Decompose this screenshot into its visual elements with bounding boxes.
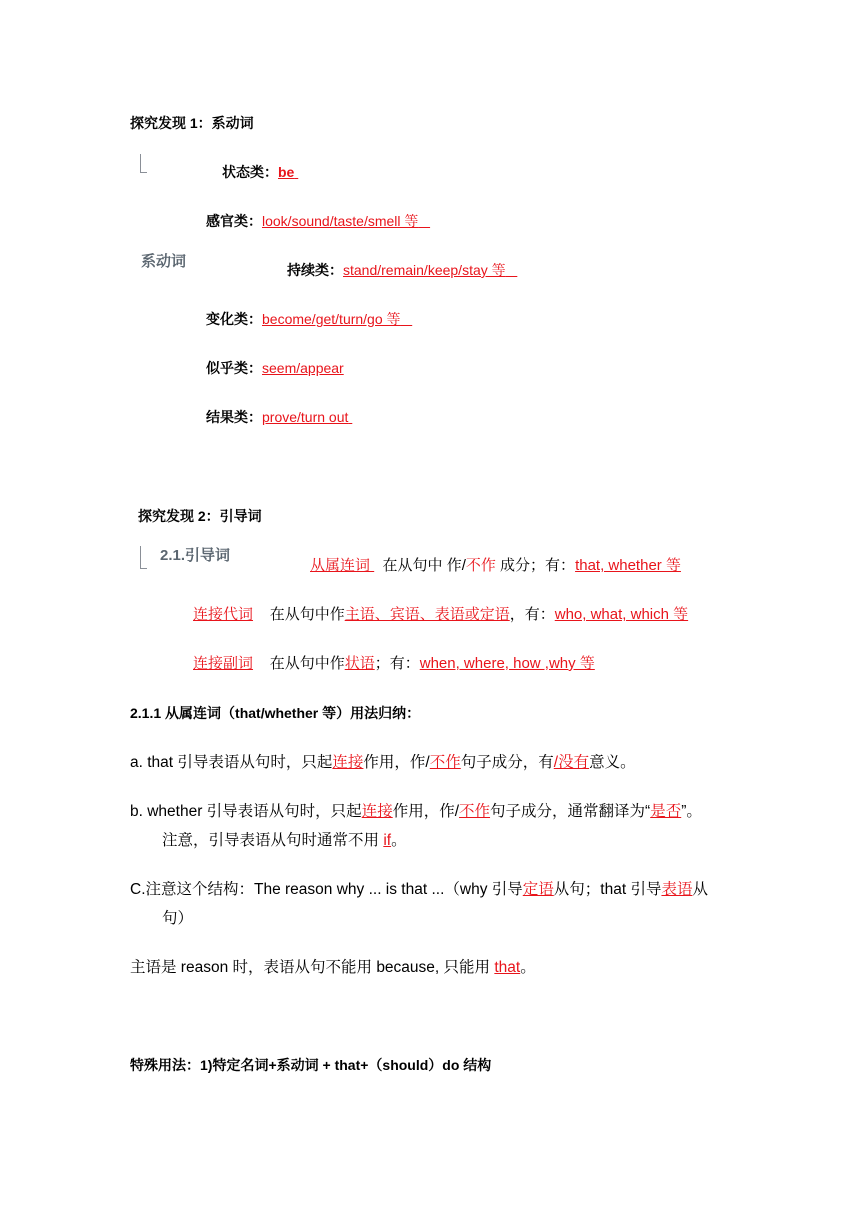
item-label: 状态类：	[222, 164, 278, 180]
item-answer: look/sound/taste/smell 等	[262, 213, 419, 229]
row-blank: 不作	[465, 557, 496, 574]
point-b	[130, 799, 702, 821]
blank: 不作	[459, 803, 491, 820]
blank: /没有	[553, 754, 590, 771]
text: 。	[520, 959, 536, 976]
item-answer: stand/remain/keep/stay 等	[343, 262, 506, 278]
row-conj-adverb	[193, 652, 595, 673]
row-conj-pronoun	[193, 603, 688, 624]
item-sense	[206, 211, 430, 231]
row-text: 在从句中作	[269, 655, 345, 672]
row-examples: who, what, which 等	[554, 606, 689, 623]
row-term: 从属连词	[310, 557, 371, 574]
item-answer: become/get/turn/go 等	[262, 311, 401, 327]
row-term: 连接代词	[193, 606, 254, 623]
diagram-bracket	[140, 546, 147, 569]
blank: 连接	[332, 754, 364, 771]
text: 句子成分，通常翻译为“	[490, 803, 651, 820]
blank: 定语	[522, 881, 554, 898]
item-answer: seem/appear	[262, 360, 344, 376]
section2-heading: 探究发现 2：引导词	[138, 508, 262, 524]
blank: 表语	[661, 881, 693, 898]
point-c	[130, 877, 708, 899]
row-examples: when, where, how ,why 等	[419, 655, 595, 672]
diagram-bracket	[140, 154, 147, 173]
item-label: 持续类：	[287, 262, 343, 278]
row-text: 成分；有：	[495, 557, 576, 574]
blank: 连接	[361, 803, 393, 820]
point-b-note	[162, 828, 407, 850]
row-blank: 状语	[344, 655, 375, 672]
item-continue	[287, 260, 517, 280]
text: b. whether 引导表语从句时，只起	[130, 803, 362, 820]
text: 主语是 reason 时，表语从句不能用 because, 只能用	[130, 959, 495, 976]
point-a	[130, 750, 636, 772]
row-blank: 主语、宾语、表语或定语	[344, 606, 510, 623]
section1-heading: 探究发现 1：系动词	[130, 115, 254, 131]
item-result	[206, 407, 352, 427]
item-answer: be	[278, 164, 295, 180]
row-text: 在从句中作	[269, 606, 345, 623]
item-label: 似乎类：	[206, 360, 262, 376]
item-label: 结果类：	[206, 409, 262, 425]
blank: if	[383, 832, 392, 849]
blank: 不作	[429, 754, 461, 771]
row-text: ，有：	[509, 606, 555, 623]
point-c-cont: 句）	[162, 910, 194, 927]
special-usage-heading: 特殊用法：1)特定名词+系动词 + that+（should）do 结构	[130, 1057, 492, 1073]
text: a. that 引导表语从句时，只起	[130, 754, 333, 771]
item-state	[222, 162, 298, 182]
text: 意义。	[589, 754, 636, 771]
item-answer: prove/turn out	[262, 409, 349, 425]
text: 从	[692, 881, 708, 898]
blank: 是否	[650, 803, 682, 820]
diagram-label-linking-verb: 系动词	[141, 253, 187, 270]
item-seem	[206, 358, 344, 378]
row-text: ；有：	[374, 655, 420, 672]
text: C.注意这个结构：The reason why ... is that ...（why 引导	[130, 881, 523, 898]
row-term: 连接副词	[193, 655, 254, 672]
row-examples: that, whether 等	[575, 557, 681, 574]
row-text: 在从句中 作/	[382, 557, 466, 574]
text: 从句；that 引导	[553, 881, 662, 898]
text: 。	[391, 832, 407, 849]
text: 作用，作/	[363, 754, 430, 771]
item-change	[206, 309, 412, 329]
text: 作用，作/	[392, 803, 460, 820]
diagram-label-introducer: 2.1.引导词	[160, 547, 231, 564]
item-label: 感官类：	[206, 213, 262, 229]
text: 句子成分，有	[460, 754, 554, 771]
point-d	[130, 955, 536, 977]
row-subordinating-conj	[310, 554, 681, 575]
text: ”。	[681, 803, 702, 820]
item-label: 变化类：	[206, 311, 262, 327]
blank: that	[494, 959, 521, 976]
text: 注意，引导表语从句时通常不用	[162, 832, 384, 849]
section3-heading: 2.1.1 从属连词（that/whether 等）用法归纳：	[130, 705, 421, 721]
